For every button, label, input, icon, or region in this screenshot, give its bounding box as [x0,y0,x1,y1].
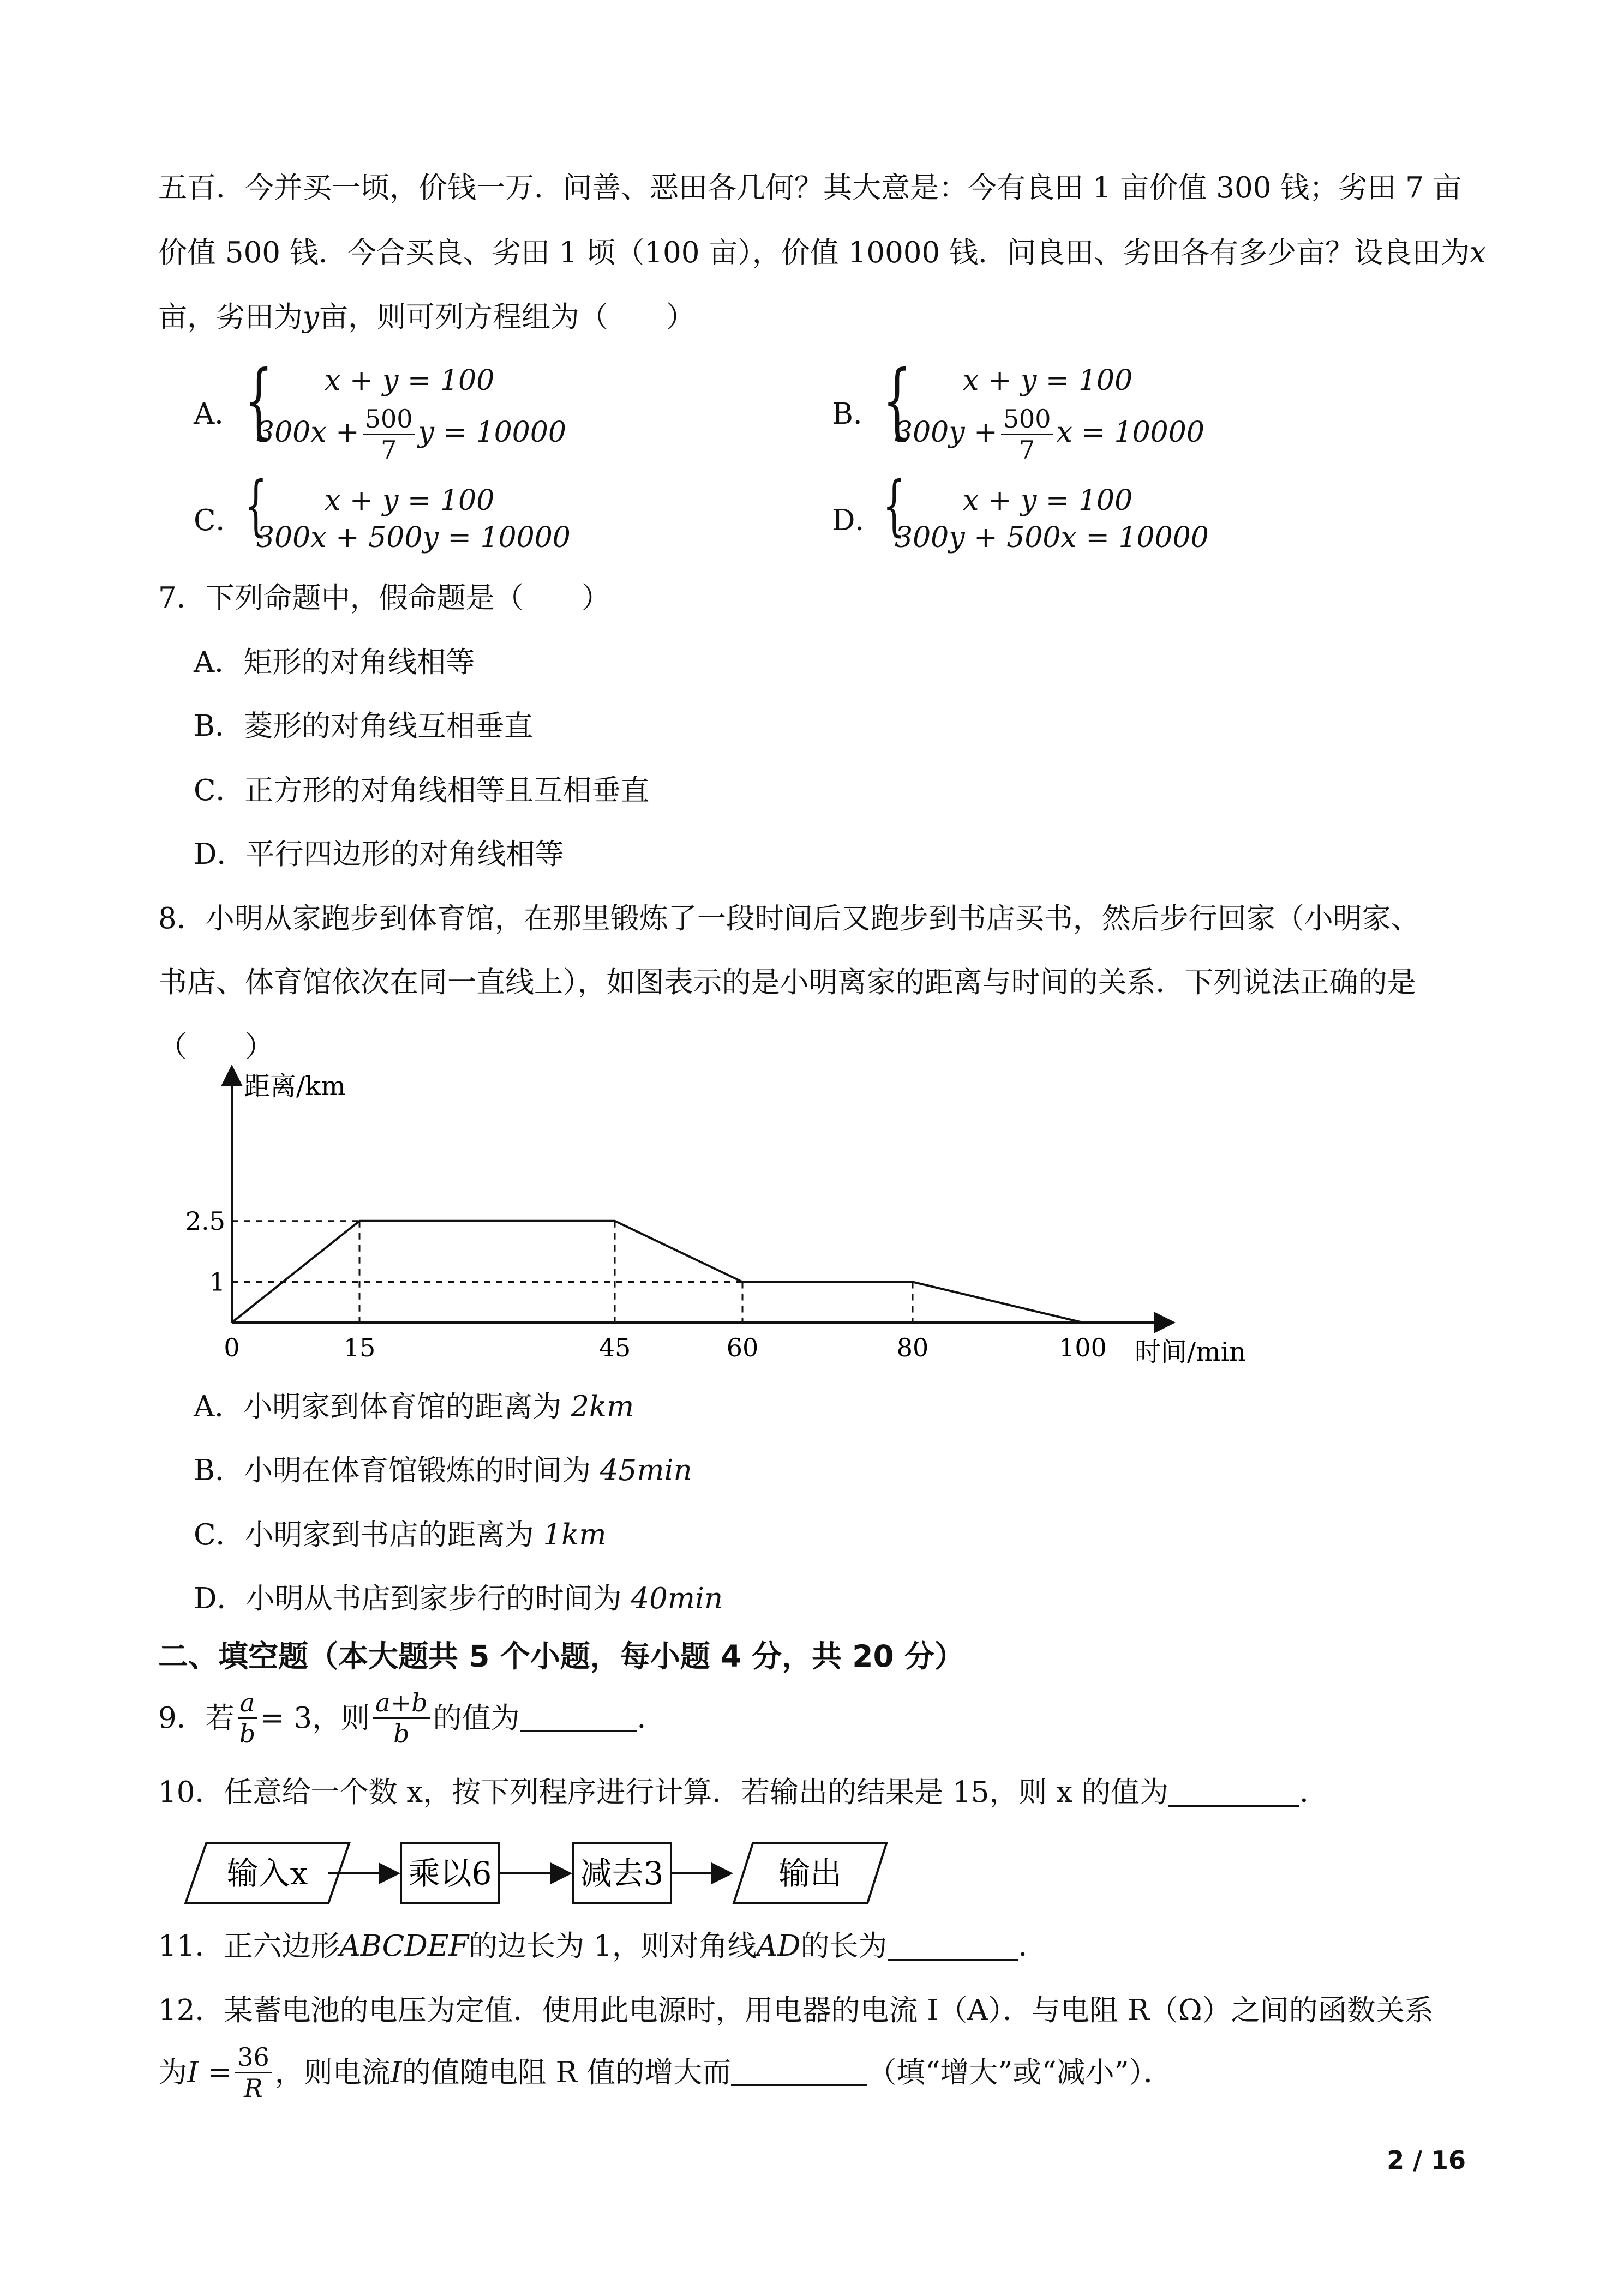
option-label: B． [832,398,882,431]
answer-blank[interactable] [1168,1780,1299,1807]
q8-option-d[interactable]: D．小明从书店到家步行的时间为 40min [194,1582,723,1615]
brace-icon: { [883,468,906,544]
y-axis-label: 距离/km [244,1071,346,1102]
q8-option-b[interactable]: B．小明在体育馆锻炼的时间为 45min [194,1454,692,1487]
q10-stem: 10．任意给一个数 x，按下列程序进行计算．若输出的结果是 15，则 x 的值为 ． [158,1776,1329,1809]
option-label: D． [832,504,884,537]
q8-stem-line2: 书店、体育馆依次在同一直线上），如图表示的是小明离家的距离与时间的关系．下列说法正确的是 [158,966,1416,999]
brace-icon: { [883,353,912,448]
y-tick-label: 1 [209,1267,225,1297]
brace-icon: { [244,353,273,448]
flow-multiply-label: 乘以6 [408,1855,492,1892]
answer-blank[interactable] [731,2059,867,2086]
x-tick-label: 15 [343,1333,376,1362]
q7-option-a[interactable]: A．矩形的对角线相等 [194,646,475,679]
q7-stem: 7．下列命题中，假命题是（ ） [158,581,610,615]
answer-blank[interactable] [520,1705,637,1732]
y-tick-label: 2.5 [185,1206,225,1236]
x-axis-label: 时间/min [1135,1337,1246,1367]
equation-bottom: 300y + $\frac{500}{7}$ x = 10000 [895,404,1204,465]
option-label: C． [194,504,245,537]
q7-option-c[interactable]: C．正方形的对角线相等且互相垂直 [194,774,650,807]
x-tick-label: 45 [598,1333,631,1362]
equation-top: x + y = 100 [963,484,1133,517]
equation-top: x + y = 100 [325,364,495,397]
x-tick-label: 80 [896,1333,929,1362]
x-tick-label: 100 [1059,1333,1107,1362]
q7-option-d[interactable]: D．平行四边形的对角线相等 [194,838,564,871]
x-tick-label: 0 [224,1333,240,1362]
flow-subtract-label: 减去3 [580,1855,664,1892]
equation-top: x + y = 100 [325,484,495,517]
q6-intro-line2: 价值 500 钱．今合买良、劣田 1 顷（100 亩），价值 10000 钱．问良田、劣田各有多少亩？设良田为x [158,236,1486,269]
brace-icon: { [244,468,267,544]
x-tick-label: 60 [726,1333,759,1362]
q8-option-c[interactable]: C．小明家到书店的距离为 1km [194,1518,607,1552]
q8-stem-line3: （ ） [158,1030,274,1063]
equation-bottom: 300x + 500y = 10000 [256,521,571,554]
equation-bottom: 300y + 500x = 10000 [895,521,1209,554]
equation-top: x + y = 100 [963,364,1133,397]
page-number: 2 / 16 [1387,2145,1466,2175]
flow-output-label: 输出 [778,1855,842,1892]
option-label: A． [194,398,244,431]
q11: 11．正六边形ABCDEF的边长为 1，则对角线AD的长为 ． [158,1930,1047,1963]
q12-line1: 12．某蓄电池的电压为定值．使用此电源时，用电器的电流 I（A）．与电阻 R（Ω）之间的函数关系 [158,1994,1434,2027]
section-title: 二、填空题（本大题共 5 个小题，每小题 4 分，共 20 分） [158,1639,964,1674]
q8-stem-line1: 8．小明从家跑步到体育馆，在那里锻炼了一段时间后又跑步到书店买书，然后步行回家（小明家、 [158,902,1420,935]
equation-bottom: 300x + $\frac{500}{7}$ y = 10000 [256,404,566,465]
q8-option-a[interactable]: A．小明家到体育馆的距离为 2km [194,1390,634,1423]
q6-intro-line1: 五百．今并买一顷，价钱一万．问善、恶田各几何？其大意是：今有良田 1 亩价值 300 钱；劣田 7 亩 [158,171,1462,205]
q9: 9．若 $\frac{a}{b}$ = 3，则 $\frac{a+b}{b}$ 的值为 ． [158,1687,666,1748]
distance-time-chart [185,1069,1246,1374]
q7-option-b[interactable]: B．菱形的对角线互相垂直 [194,710,533,743]
q6-intro-line3: 亩，劣田为y亩，则可列方程组为（ ） [158,300,695,334]
program-flowchart [185,1838,895,1925]
answer-blank[interactable] [888,1934,1018,1961]
q12-line2: 为 I = $\frac{36}{R}$ ，则电流 I 的值随电阻 R 值的增大而 （填“增大”或“减小”）． [158,2042,1173,2103]
flow-input-label: 输入x [226,1855,308,1892]
